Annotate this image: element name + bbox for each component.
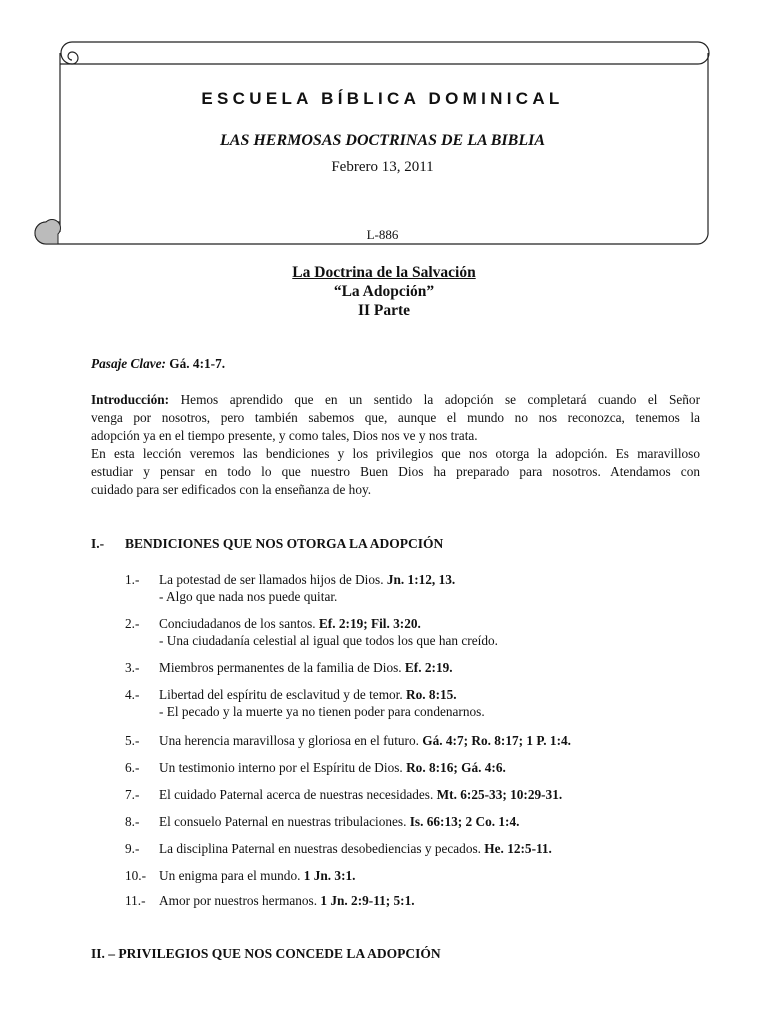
item-ref: Jn. 1:12, 13. <box>386 572 456 587</box>
item-number: 5.- <box>125 733 140 748</box>
scroll-banner-frame <box>0 0 768 260</box>
item-text: Libertad del espíritu de esclavitud y de temor. <box>159 687 407 702</box>
key-passage-ref: Gá. 4:1-7. <box>169 356 226 371</box>
key-passage <box>91 355 700 373</box>
item-number: 11.- <box>125 893 146 908</box>
item-ref: Gá. 4:7; Ro. 8:17; 1 P. 1:4. <box>422 733 571 748</box>
lesson-date: Febrero 13, 2011 <box>331 159 434 175</box>
item-ref: He. 12:5-11. <box>484 841 552 856</box>
section-number: I.- <box>91 536 105 551</box>
intro-line: cuidado para ser edificados con la enseñanza de hoy. <box>91 482 372 497</box>
item-subpoint: - Algo que nada nos puede quitar. <box>159 589 338 604</box>
section-heading-blessings <box>91 536 443 552</box>
item-ref: Is. 66:13; 2 Co. 1:4. <box>409 814 520 829</box>
item-text: Una herencia maravillosa y gloriosa en el futuro. <box>159 733 423 748</box>
item-number: 9.- <box>125 841 140 856</box>
item-ref: 1 Jn. 3:1. <box>303 868 356 883</box>
item-number: 10.- <box>125 868 147 883</box>
item-number: 2.- <box>125 616 140 631</box>
lesson-heading <box>0 263 768 320</box>
section-heading-privileges <box>91 946 441 962</box>
item-ref: 1 Jn. 2:9-11; 5:1. <box>320 893 415 908</box>
item-text: El cuidado Paternal acerca de nuestras necesidades. <box>159 787 437 802</box>
item-number: 4.- <box>125 687 140 702</box>
intro-line: En esta lección veremos las bendiciones y los privilegios que nos otorga la adopción. Es maravilloso <box>91 446 700 461</box>
item-text: Un testimonio interno por el Espíritu de Dios. <box>159 760 407 775</box>
lesson-subtitle: “La Adopción” <box>333 283 435 300</box>
lesson-code: L-886 <box>366 227 399 242</box>
item-text: Amor por nuestros hermanos. <box>159 893 321 908</box>
school-title: ESCUELA BÍBLICA DOMINICAL <box>201 89 564 108</box>
item-ref: Mt. 6:25-33; 10:29-31. <box>436 787 563 802</box>
intro-line: estudiar y pensar en todo lo que nuestro Buen Dios ha preparado para nosotros. Atendamos con <box>91 464 700 479</box>
item-text: La potestad de ser llamados hijos de Dios. <box>159 572 387 587</box>
intro-line: Hemos aprendido que en un sentido la adopción se completará cuando el Señor <box>180 392 700 407</box>
section-number: II. – <box>91 946 116 961</box>
intro-line: adopción ya en el tiempo presente, y como tales, Dios nos ve y nos trata. <box>91 428 478 443</box>
item-number: 6.- <box>125 760 140 775</box>
lesson-title: La Doctrina de la Salvación <box>292 264 476 281</box>
section-title: PRIVILEGIOS QUE NOS CONCEDE LA ADOPCIÓN <box>118 946 441 961</box>
item-number: 3.- <box>125 660 140 675</box>
lesson-part: II Parte <box>357 302 411 319</box>
item-text: El consuelo Paternal en nuestras tribulaciones. <box>159 814 410 829</box>
item-text: Un enigma para el mundo. <box>159 868 304 883</box>
introduction <box>91 391 700 499</box>
item-number: 1.- <box>125 572 140 587</box>
item-ref: Ef. 2:19; Fil. 3:20. <box>318 616 421 631</box>
intro-label: Introducción: <box>91 392 170 407</box>
section-title: BENDICIONES QUE NOS OTORGA LA ADOPCIÓN <box>125 536 444 551</box>
item-text: Miembros permanentes de la familia de Dios. <box>159 660 405 675</box>
item-subpoint: - El pecado y la muerte ya no tienen poder para condenarnos. <box>159 704 485 719</box>
item-number: 8.- <box>125 814 140 829</box>
item-text: La disciplina Paternal en nuestras desobediencias y pecados. <box>159 841 485 856</box>
item-ref: Ro. 8:15. <box>406 687 457 702</box>
intro-line: venga por nosotros, pero también sabemos que, aunque el mundo no nos reconozca, tenemos la <box>91 410 700 425</box>
item-text: Conciudadanos de los santos. <box>159 616 319 631</box>
item-subpoint: - Una ciudadanía celestial al igual que todos los que han creído. <box>159 633 498 648</box>
item-ref: Ef. 2:19. <box>404 660 453 675</box>
key-passage-label: Pasaje Clave: <box>91 356 166 371</box>
series-title: LAS HERMOSAS DOCTRINAS DE LA BIBLIA <box>220 132 545 149</box>
item-number: 7.- <box>125 787 140 802</box>
item-ref: Ro. 8:16; Gá. 4:6. <box>406 760 506 775</box>
